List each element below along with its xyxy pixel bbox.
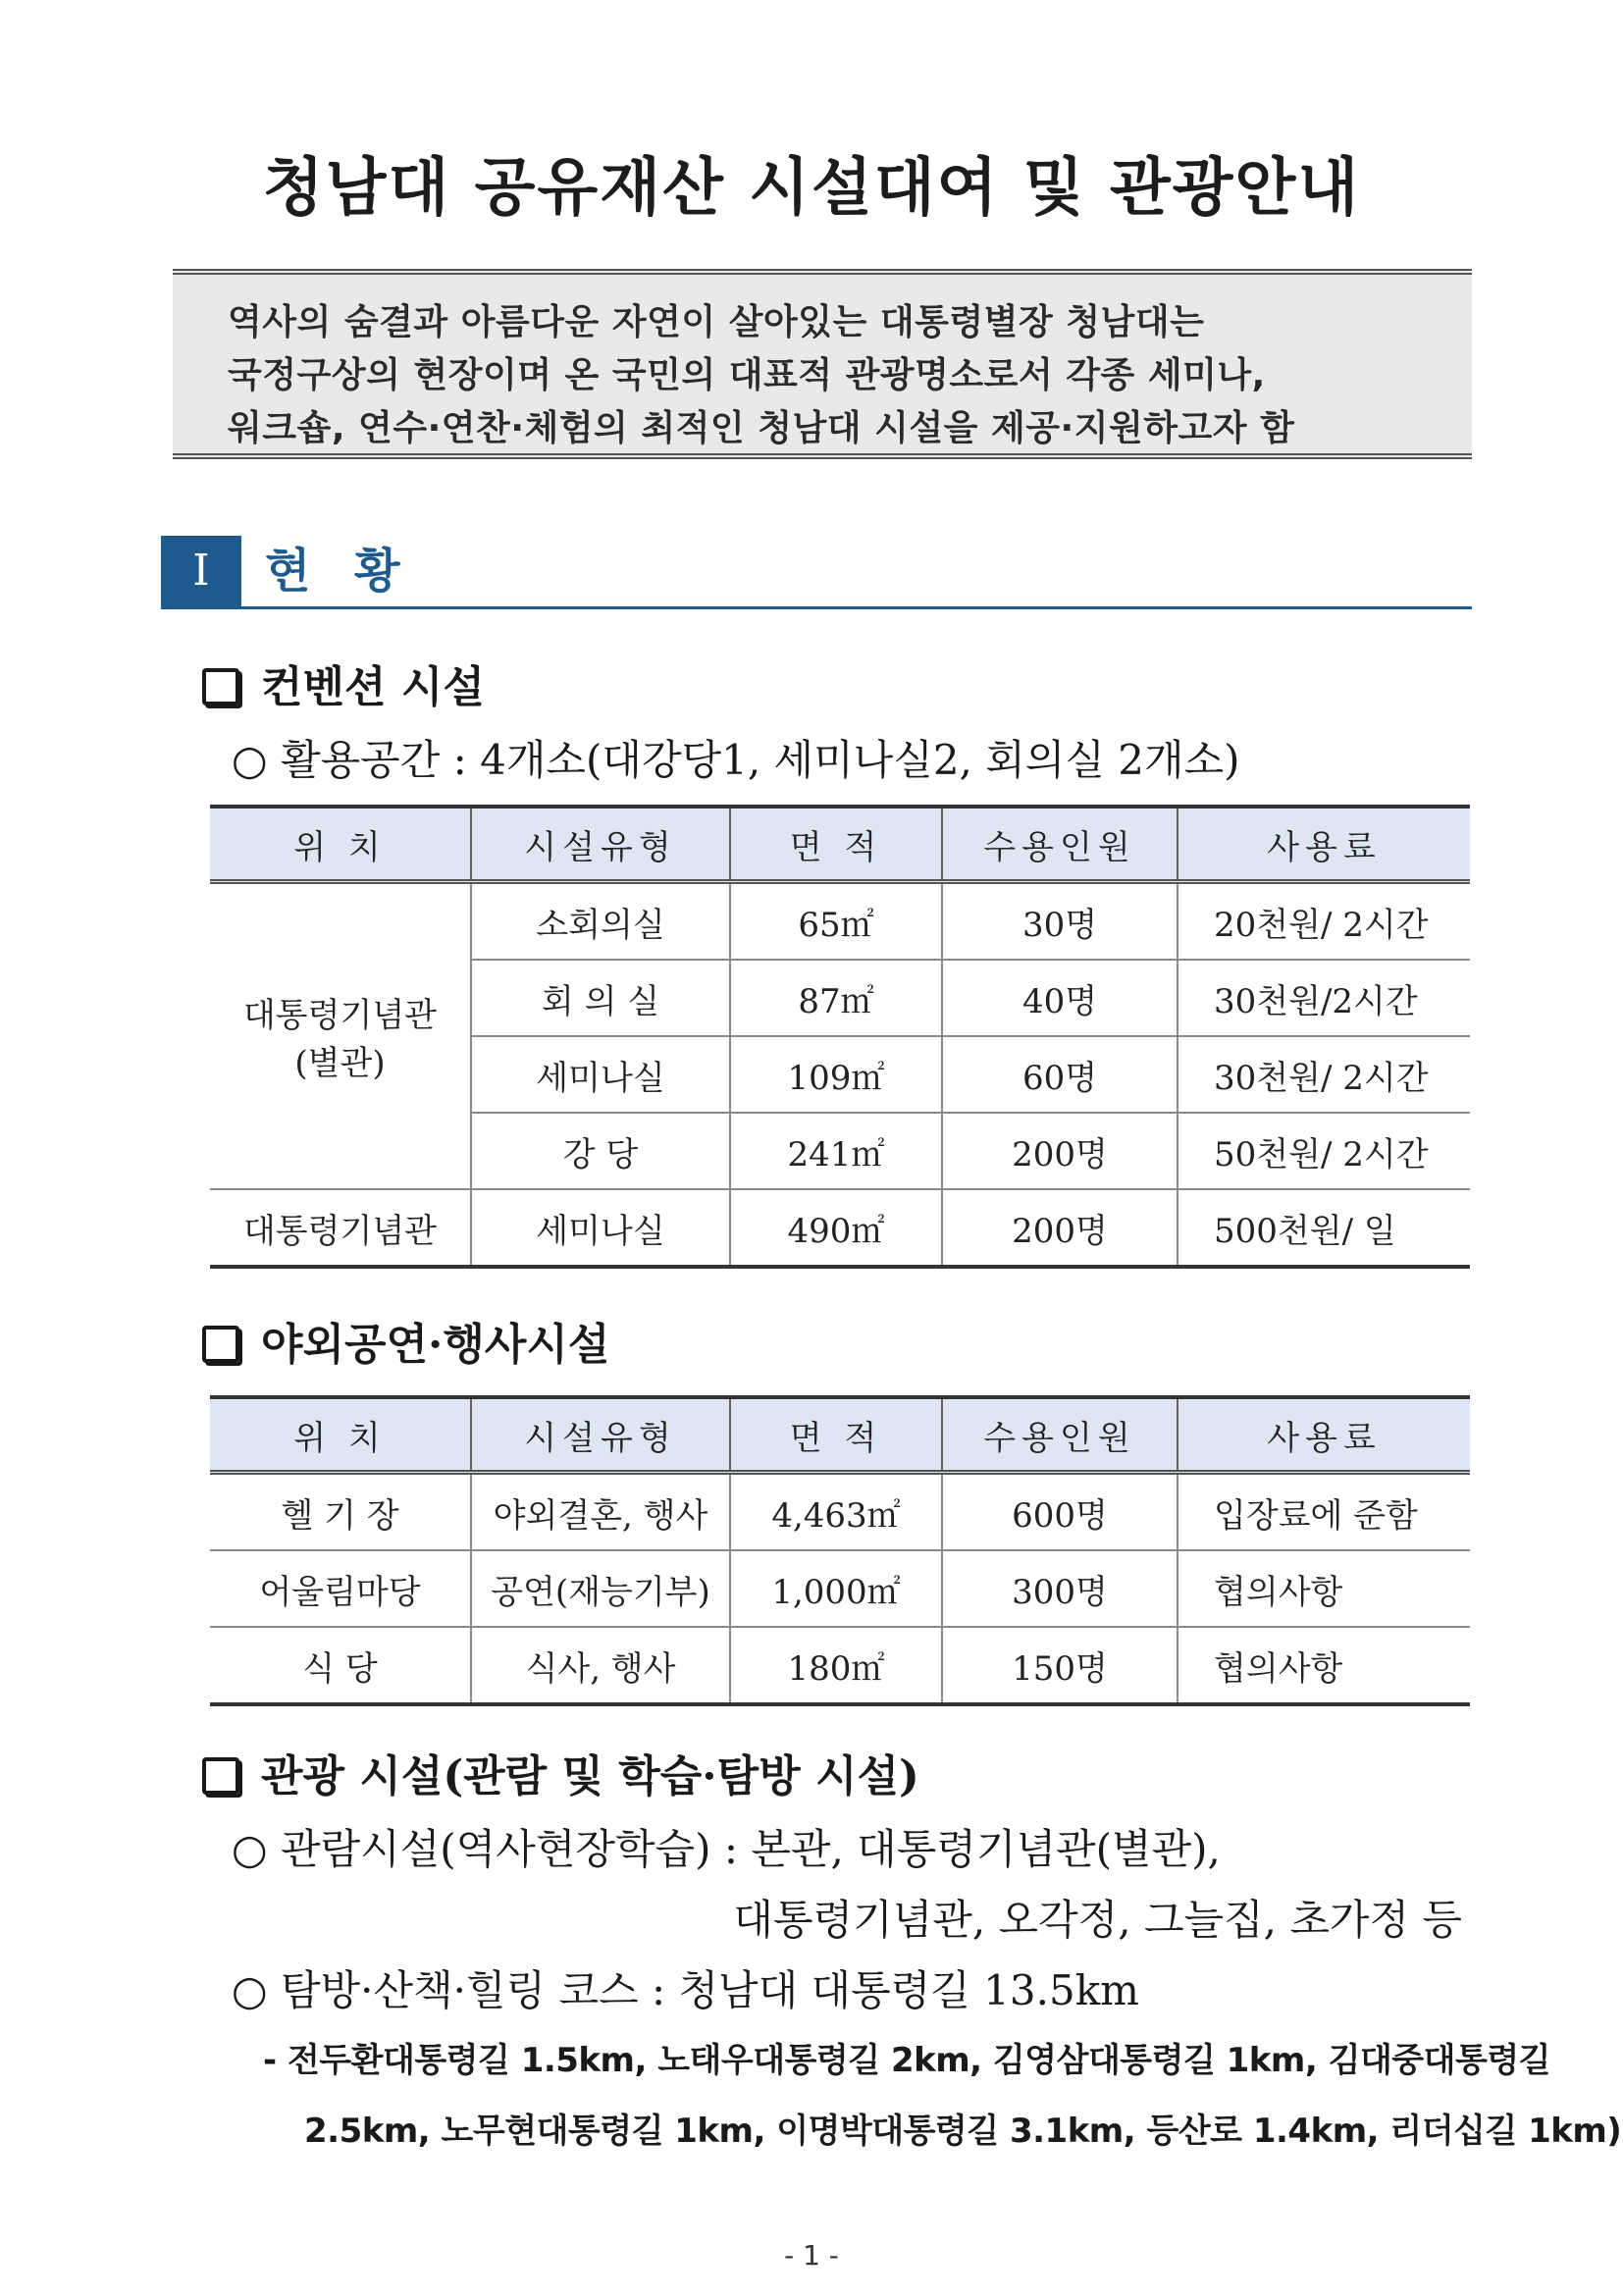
fee-cell: 협의사항: [1178, 1550, 1470, 1627]
page-number: - 1 -: [784, 2239, 839, 2271]
area-cell: 65㎡: [730, 882, 942, 961]
col-header-location: 위 치: [210, 807, 471, 882]
area-cell: 4,463㎡: [730, 1473, 942, 1551]
col-header-capacity: 수용인원: [942, 807, 1178, 882]
type-cell: 세미나실: [471, 1036, 730, 1113]
table-row: [210, 882, 1470, 961]
capacity-cell: 200명: [942, 1189, 1178, 1267]
tourism-bullet-continuation: 대통령기념관, 오각정, 그늘집, 초가정 등: [733, 1896, 1462, 1944]
location-cell: 식 당: [210, 1627, 471, 1704]
type-cell: 식사, 행사: [471, 1627, 730, 1704]
area-cell: 1,000㎡: [730, 1550, 942, 1627]
table-row: [210, 1473, 1470, 1551]
col-header-type: 시설유형: [471, 1397, 730, 1473]
fee-cell: 협의사항: [1178, 1627, 1470, 1704]
table-row: [210, 1550, 1470, 1627]
section-title: 현 황: [265, 544, 414, 599]
checkbox-square-icon: [202, 1757, 239, 1795]
area-cell: 490㎡: [730, 1189, 942, 1267]
location-cell: 대통령기념관: [210, 1189, 471, 1267]
trail-bullet: ○ 탐방·산책·힐링 코스 : 청남대 대통령길 13.5km: [232, 1966, 1139, 2014]
col-header-area: 면 적: [730, 1397, 942, 1473]
col-header-capacity: 수용인원: [942, 1397, 1178, 1473]
convention-bullet: ○ 활용공간 : 4개소(대강당1, 세미나실2, 회의실 2개소): [232, 736, 1240, 784]
checkbox-square-icon: [202, 1326, 239, 1363]
table-row: [210, 1627, 1470, 1704]
section-number: I: [161, 536, 241, 606]
capacity-cell: 60명: [942, 1036, 1178, 1113]
outdoor-table: [210, 1395, 1470, 1706]
outdoor-heading-label: 야외공연·행사시설: [261, 1320, 610, 1370]
intro-line: 국정구상의 현장이며 온 국민의 대표적 관광명소로서 각종 세미나,: [228, 355, 1266, 395]
type-cell: 야외결혼, 행사: [471, 1473, 730, 1551]
type-cell: 소회의실: [471, 882, 730, 961]
tourism-heading: [202, 1741, 919, 1803]
convention-heading: [202, 652, 485, 714]
section-header: [161, 536, 1472, 609]
fee-cell: 50천원/ 2시간: [1178, 1113, 1470, 1189]
outdoor-heading: [202, 1309, 609, 1372]
col-header-area: 면 적: [730, 807, 942, 882]
convention-heading-label: 컨벤션 시설: [261, 662, 485, 712]
fee-cell: 30천원/2시간: [1178, 960, 1470, 1036]
area-cell: 180㎡: [730, 1627, 942, 1704]
capacity-cell: 30명: [942, 882, 1178, 961]
intro-box: [173, 269, 1472, 459]
location-cell: 어울림마당: [210, 1550, 471, 1627]
document-title: 청남대 공유재산 시설대여 및 관광안내: [262, 152, 1361, 225]
type-cell: 회 의 실: [471, 960, 730, 1036]
type-cell: 강 당: [471, 1113, 730, 1189]
type-cell: 공연(재능기부): [471, 1550, 730, 1627]
col-header-fee: 사용료: [1178, 807, 1470, 882]
convention-table: [210, 805, 1470, 1269]
capacity-cell: 200명: [942, 1113, 1178, 1189]
col-header-location: 위 치: [210, 1397, 471, 1473]
intro-line: 역사의 숨결과 아름다운 자연이 살아있는 대통령별장 청남대는: [228, 302, 1205, 342]
fee-cell: 30천원/ 2시간: [1178, 1036, 1470, 1113]
tourism-heading-label: 관광 시설(관람 및 학습·탐방 시설): [261, 1751, 919, 1801]
fee-cell: 입장료에 준함: [1178, 1473, 1470, 1551]
location-line: (별관): [294, 1044, 386, 1083]
area-cell: 241㎡: [730, 1113, 942, 1189]
trail-detail-line: 2.5km, 노무현대통령길 1km, 이명박대통령길 3.1km, 등산로 1.4km, 리더십길 1km): [304, 2112, 1622, 2151]
capacity-cell: 600명: [942, 1473, 1178, 1551]
area-cell: 109㎡: [730, 1036, 942, 1113]
fee-cell: 500천원/ 일: [1178, 1189, 1470, 1267]
table-header-row: [210, 807, 1470, 882]
intro-line: 워크숍, 연수·연찬·체험의 최적인 청남대 시설을 제공·지원하고자 함: [228, 408, 1295, 448]
capacity-cell: 300명: [942, 1550, 1178, 1627]
col-header-type: 시설유형: [471, 807, 730, 882]
area-cell: 87㎡: [730, 960, 942, 1036]
trail-detail-line: - 전두환대통령길 1.5km, 노태우대통령길 2km, 김영삼대통령길 1km, 김대중대통령길: [263, 2041, 1551, 2080]
checkbox-square-icon: [202, 668, 239, 705]
table-header-row: [210, 1397, 1470, 1473]
location-line: 대통령기념관: [242, 996, 438, 1035]
location-cell: 헬 기 장: [210, 1473, 471, 1551]
col-header-fee: 사용료: [1178, 1397, 1470, 1473]
location-cell: [210, 882, 471, 1190]
type-cell: 세미나실: [471, 1189, 730, 1267]
capacity-cell: 40명: [942, 960, 1178, 1036]
capacity-cell: 150명: [942, 1627, 1178, 1704]
table-row: [210, 1189, 1470, 1267]
tourism-bullet: ○ 관람시설(역사현장학습) : 본관, 대통령기념관(별관),: [232, 1825, 1221, 1873]
fee-cell: 20천원/ 2시간: [1178, 882, 1470, 961]
